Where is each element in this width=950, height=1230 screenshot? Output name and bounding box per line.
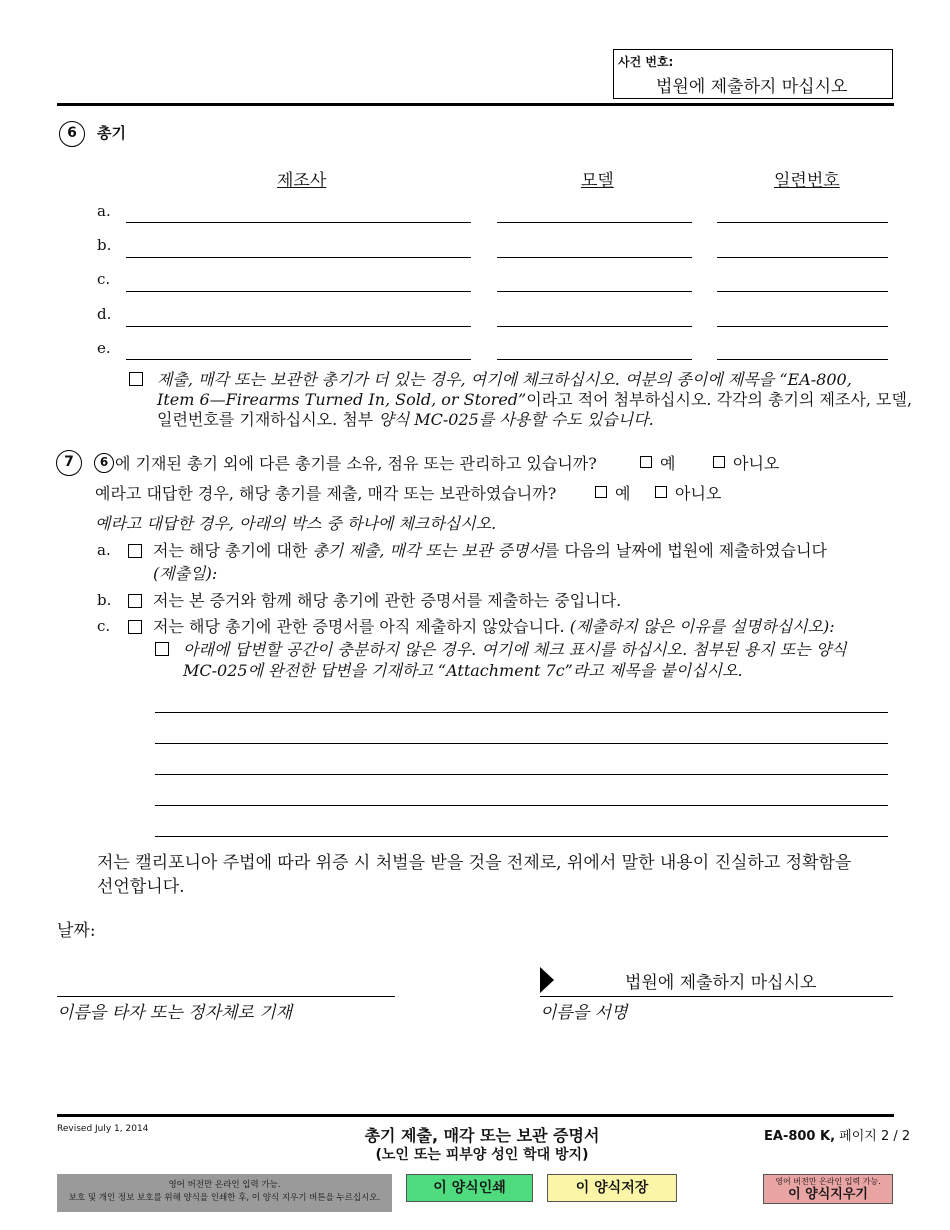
explanation-line-1[interactable] <box>155 712 888 713</box>
explanation-line-4[interactable] <box>155 805 888 806</box>
page-number: 페이지 2 / 2 <box>839 1129 911 1144</box>
option-c-text <box>153 614 835 637</box>
firearm-model-input-e[interactable] <box>497 359 692 360</box>
firearm-row-label: d. <box>97 305 112 323</box>
turned-in-no-label: 아니오 <box>675 484 722 503</box>
explanation-line-3[interactable] <box>155 774 888 775</box>
firearm-make-input-d[interactable] <box>126 326 471 327</box>
form-id-page <box>764 1125 910 1144</box>
firearm-make-input-b[interactable] <box>126 257 471 258</box>
check-one-instruction: 예라고 대답한 경우, 아래의 박스 중 하나에 체크하십시오. <box>95 514 497 533</box>
question-turned-in: 예라고 대답한 경우, 해당 총기를 제출, 매각 또는 보관하였습니까? <box>95 484 557 503</box>
option-a-text-3: 를 다음의 날짜에 법원에 제출하였습니다 <box>543 541 828 560</box>
printed-name-label: 이름을 타자 또는 정자체로 기재 <box>57 1003 293 1023</box>
option-a-text <box>153 538 827 561</box>
option-a-label: a. <box>97 541 111 559</box>
more-firearms-text-3 <box>157 407 654 430</box>
turned-in-yes-checkbox[interactable] <box>595 486 607 498</box>
signature-value: 법원에 제출하지 마십시오 <box>625 973 817 993</box>
print-form-button[interactable]: 이 양식인쇄 <box>406 1174 533 1202</box>
signature-label: 이름을 서명 <box>540 1003 628 1023</box>
firearm-row-label: b. <box>97 236 112 254</box>
declaration-line-2: 선언합니다. <box>97 877 185 897</box>
option-c-checkbox[interactable] <box>128 620 142 634</box>
print-note-line-2: 보호 및 개인 정보 보호를 위해 양식을 인쇄한 후, 이 양식 지우기 버튼을 누르십시오. <box>68 1193 381 1203</box>
firearm-model-input-b[interactable] <box>497 257 692 258</box>
firearm-row-label: a. <box>97 202 111 220</box>
other-firearms-yes-label: 예 <box>660 454 676 473</box>
firearm-serial-input-e[interactable] <box>717 359 888 360</box>
firearm-serial-input-a[interactable] <box>717 222 888 223</box>
attachment-7c-text-1: 아래에 답변할 공간이 충분하지 않은 경우. 여기에 체크 표시를 하십시오. 첨부된 용지 또는 양식 <box>183 640 847 659</box>
signature-input[interactable] <box>540 996 893 997</box>
other-firearms-yes-checkbox[interactable] <box>640 456 652 468</box>
question-other-firearms: 에 기재된 총기 외에 다른 총기를 소유, 점유 또는 관리하고 있습니까? <box>115 454 597 473</box>
option-b-checkbox[interactable] <box>128 594 142 608</box>
attachment-7c-checkbox[interactable] <box>155 642 169 656</box>
column-header-model: 모델 <box>581 171 614 191</box>
revised-date: Revised July 1, 2014 <box>57 1124 149 1134</box>
form-subtitle: (노인 또는 피부양 성인 학대 방지) <box>375 1147 589 1163</box>
firearm-model-input-c[interactable] <box>497 291 692 292</box>
sign-here-arrow-icon <box>540 967 554 993</box>
turned-in-no-checkbox[interactable] <box>655 486 667 498</box>
form-title: 총기 제출, 매각 또는 보관 증명서 <box>364 1126 600 1145</box>
section-6-reference: 6 <box>94 453 114 473</box>
section-6-title: 총기 <box>97 124 126 142</box>
firearm-serial-input-b[interactable] <box>717 257 888 258</box>
explanation-line-2[interactable] <box>155 743 888 744</box>
column-header-make: 제조사 <box>277 171 327 191</box>
case-number-box <box>613 49 893 99</box>
declaration-line-1: 저는 캘리포니아 주법에 따라 위증 시 처벌을 받을 것을 전제로, 위에서 말한 내용이 진실하고 정확함을 <box>97 853 852 873</box>
column-header-serial: 일련번호 <box>774 171 840 191</box>
option-c-text-1: 저는 해당 총기에 관한 증명서를 아직 제출하지 않았습니다. <box>153 617 570 636</box>
option-a-text-1: 저는 해당 총기에 대한 <box>153 541 313 560</box>
date-label: 날짜: <box>57 921 96 941</box>
firearm-make-input-e[interactable] <box>126 359 471 360</box>
footer-rule <box>57 1114 894 1117</box>
print-note-panel <box>57 1174 392 1212</box>
case-number-value: 법원에 제출하지 마십시오 <box>656 77 848 97</box>
firearm-make-input-c[interactable] <box>126 291 471 292</box>
more-firearms-attachment-title: Item 6—Firearms Turned In, Sold, or Stored” <box>157 390 527 409</box>
clear-form-label: 이 양식지우기 <box>788 1187 868 1202</box>
print-note-line-1: 영어 버전만 온라인 입력 가능. <box>168 1180 281 1190</box>
more-firearms-text-3b: 양식 MC-025를 사용할 수도 있습니다. <box>378 410 654 429</box>
printed-name-input[interactable] <box>57 996 395 997</box>
option-c-explain: (제출하지 않은 이유를 설명하십시오): <box>569 617 835 636</box>
header-rule <box>57 103 894 106</box>
firearm-row-label: e. <box>97 339 111 357</box>
option-c-label: c. <box>97 617 111 635</box>
attachment-7c-text-2: MC-025에 완전한 답변을 기재하고 “Attachment 7c”라고 제목을 붙이십시오. <box>183 661 743 680</box>
option-b-text: 저는 본 증거와 함께 해당 총기에 관한 증명서를 제출하는 중입니다. <box>153 591 622 610</box>
form-id: EA-800 K, <box>764 1129 836 1144</box>
case-number-label: 사건 번호: <box>618 55 674 69</box>
firearm-row-label: c. <box>97 270 111 288</box>
more-firearms-text-1: 제출, 매각 또는 보관한 총기가 더 있는 경우, 여기에 체크하십시오. 여분의 종이에 제목을 “EA-800, <box>157 370 852 389</box>
more-firearms-text-3a: 일련번호를 기재하십시오. 첨부 <box>157 410 379 429</box>
firearm-model-input-a[interactable] <box>497 222 692 223</box>
save-form-button[interactable]: 이 양식저장 <box>547 1174 677 1202</box>
more-firearms-checkbox[interactable] <box>129 372 143 386</box>
option-a-form-title: 총기 제출, 매각 또는 보관 증명서 <box>312 541 544 560</box>
clear-form-button[interactable] <box>763 1174 893 1204</box>
clear-form-note: 영어 버전만 온라인 입력 가능. <box>775 1177 881 1186</box>
firearm-serial-input-c[interactable] <box>717 291 888 292</box>
option-a-checkbox[interactable] <box>128 544 142 558</box>
option-a-filing-date-label: (제출일): <box>153 564 218 583</box>
explanation-line-5[interactable] <box>155 836 888 837</box>
other-firearms-no-checkbox[interactable] <box>713 456 725 468</box>
more-firearms-text-2b: 이라고 적어 첨부하십시오. 각각의 총기의 제조사, 모델, <box>526 390 913 409</box>
section-7-number: 7 <box>56 450 82 476</box>
turned-in-yes-label: 예 <box>615 484 631 503</box>
option-b-label: b. <box>97 591 112 609</box>
section-6-number: 6 <box>59 121 85 147</box>
other-firearms-no-label: 아니오 <box>733 454 780 473</box>
firearm-model-input-d[interactable] <box>497 326 692 327</box>
firearm-make-input-a[interactable] <box>126 222 471 223</box>
firearm-serial-input-d[interactable] <box>717 326 888 327</box>
